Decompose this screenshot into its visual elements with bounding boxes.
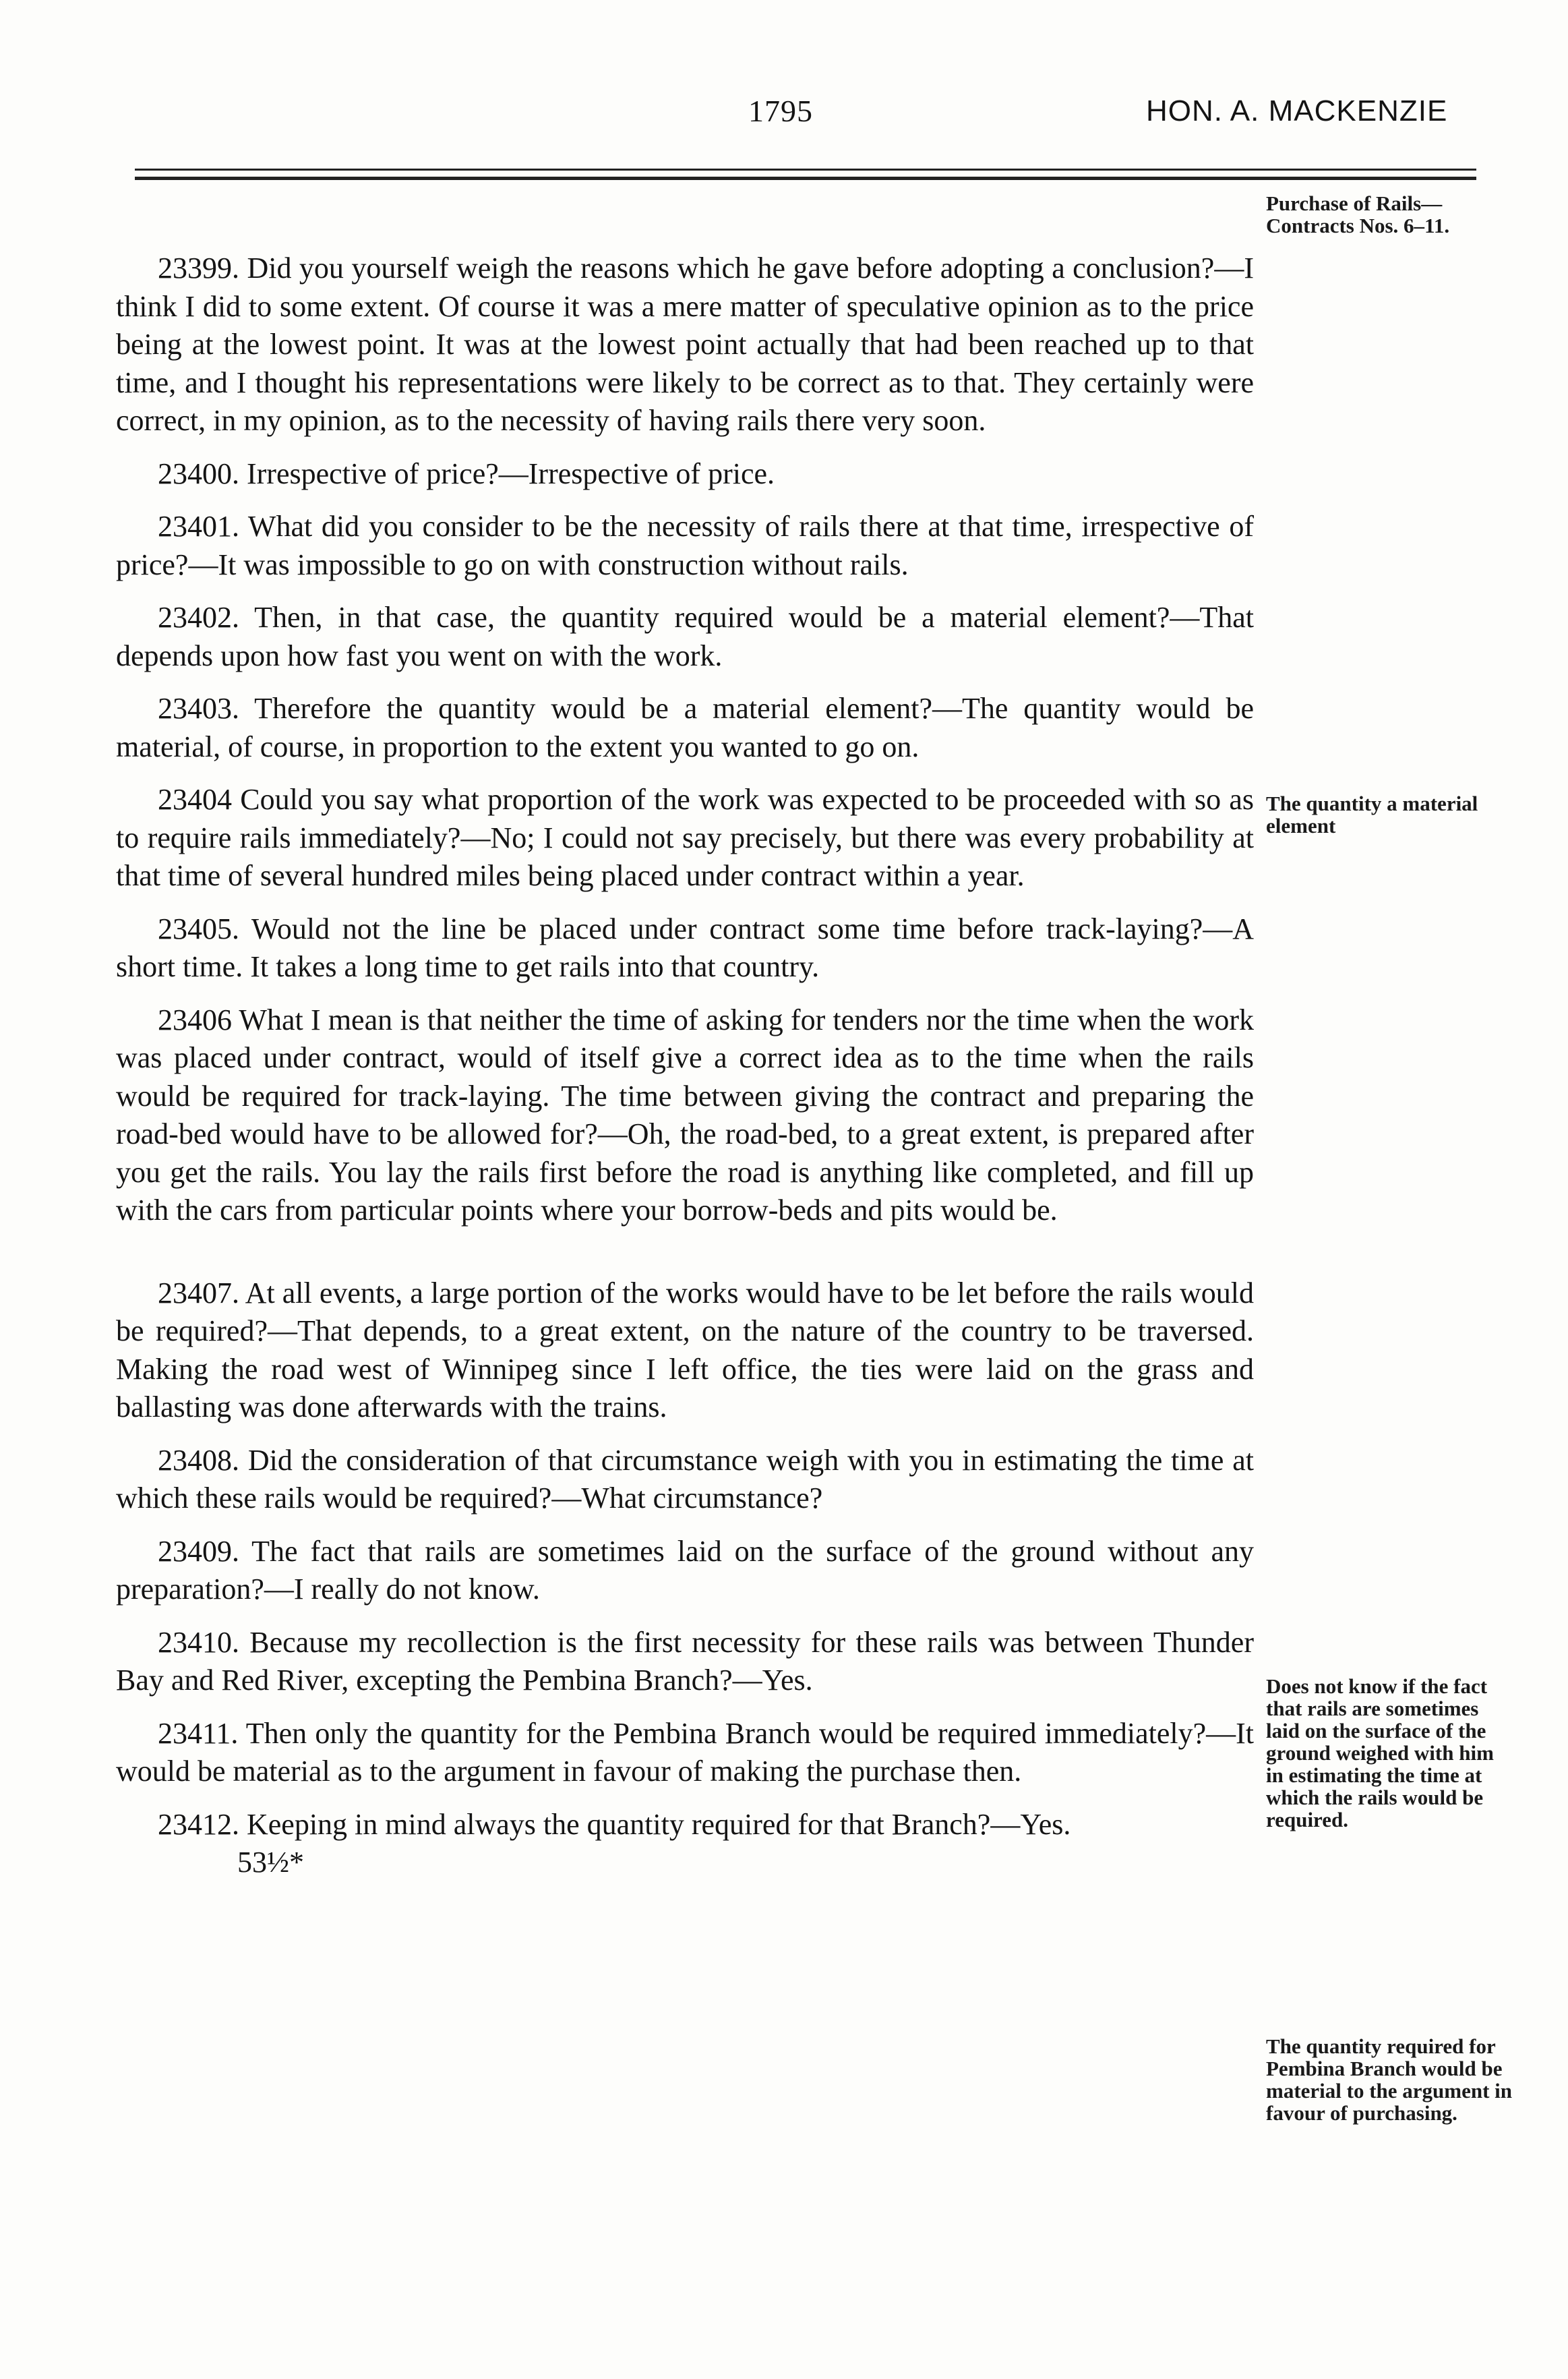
header-rule-thick	[135, 177, 1476, 180]
margin-note-does-not-know: Does not know if the fact that rails are sometimes laid on the surface of the ground weighed with him in estimating the time at which the rails would be required.	[1266, 1674, 1494, 1831]
question-23410: 23410. Because my recollection is the first necessity for these rails was between Thunder Bay and Red River, excepting the Pembina Branch?—Yes.	[116, 1625, 1254, 1697]
question-23404: 23404 Could you say what proportion of the work was expected to be proceeded with so as to require rails immediately?—No; I could not say precisely, but there was every probability at that time of several hundred miles being placed under contract within a year.	[116, 783, 1254, 892]
margin-note-purchase-of-rails: Purchase of Rails— Contracts Nos. 6–11.	[1266, 192, 1450, 237]
question-23403: 23403. Therefore the quantity would be a material element?—The quantity would be material, of course, in proportion to the extent you wanted to go on.	[116, 692, 1254, 763]
testimony-body	[116, 249, 1254, 1882]
signature-mark: 53½*	[237, 1846, 304, 1879]
question-23406: 23406 What I mean is that neither the time of asking for tenders nor the time when the work was placed under contract, would of itself give a correct idea as to the time when the rails would be required for track-laying. The time between giving the contract and preparing the road-bed would have to be allowed for?—Oh, the road-bed, to a great extent, is prepared after you get the rails. You lay the rails first before the road is anything like completed, and fill up with the cars from particular points where your borrow-beds and pits would be.	[116, 1003, 1254, 1227]
margin-note-quantity-material: The quantity a material element	[1266, 792, 1478, 838]
question-23401: 23401. What did you consider to be the necessity of rails there at that time, irrespective of price?—It was impossible to go on with construction without rails.	[116, 510, 1254, 581]
margin-note-pembina-quantity: The quantity required for Pembina Branch would be material to the argument in favour of purchasing.	[1266, 2034, 1513, 2125]
question-23402: 23402. Then, in that case, the quantity required would be a material element?—That depends upon how fast you went on with the work.	[116, 601, 1254, 672]
question-23407: 23407. At all events, a large portion of the works would have to be let before the rails would be required?—That depends, to a great extent, on the nature of the country to be traversed. Making the road west of Winnipeg since I left office, the ties were laid on the grass and ballasting was done afterwards with the trains.	[116, 1276, 1254, 1423]
question-23409: 23409. The fact that rails are sometimes laid on the surface of the ground without any preparation?—I really do not know.	[116, 1534, 1254, 1606]
running-head: HON. A. MACKENZIE	[1146, 94, 1448, 127]
page-number: 1795	[748, 94, 813, 128]
header-rule	[135, 169, 1476, 171]
question-23412: 23412. Keeping in mind always the quantity required for that Branch?—Yes.	[158, 1807, 1071, 1841]
question-23400: 23400. Irrespective of price?—Irrespective of price.	[158, 457, 775, 490]
question-23411: 23411. Then only the quantity for the Pembina Branch would be required immediately?—It would be material as to the argument in favour of making the purchase then.	[116, 1716, 1254, 1788]
question-23399: 23399. Did you yourself weigh the reasons which he gave before adopting a conclusion?—I think I did to some extent. Of course it was a mere matter of speculative opinion as to the price being at the lowest point. It was at the lowest point actually that had been reached up to that time, and I thought his representations were likely to be correct as to that. They certainly were correct, in my opinion, as to the necessity of having rails there very soon.	[116, 252, 1254, 437]
question-23405: 23405. Would not the line be placed under contract some time before track-laying?—A short time. It takes a long time to get rails into that country.	[116, 912, 1254, 983]
question-23408: 23408. Did the consideration of that circumstance weigh with you in estimating the time at which these rails would be required?—What circumstance?	[116, 1443, 1254, 1515]
